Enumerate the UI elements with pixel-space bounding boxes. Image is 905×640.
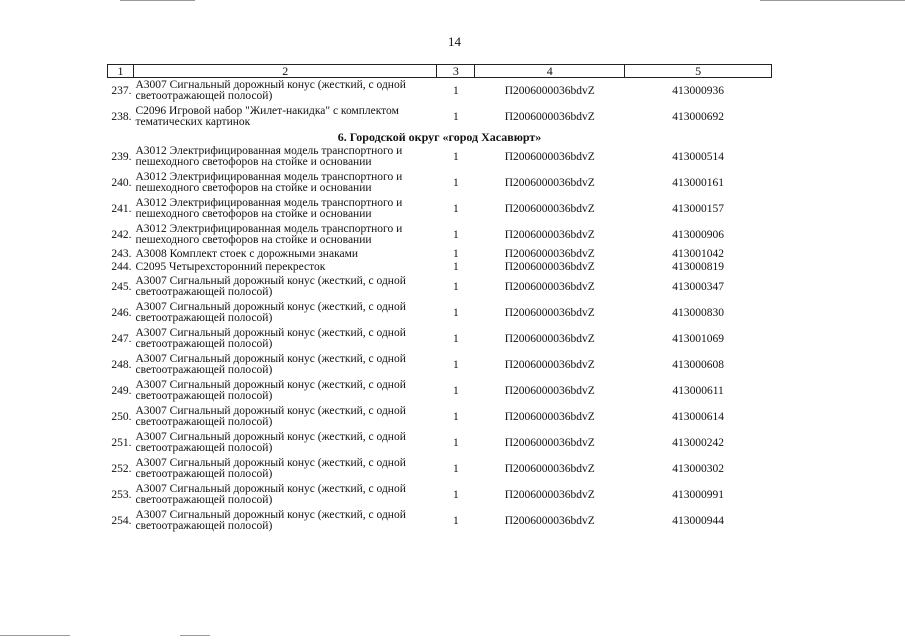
item-name: А3007 Сигнальный дорожный конус (жесткий, с одной светоотражающей полосой) [135, 405, 406, 428]
item-quantity: 1 [453, 202, 459, 215]
item-name: А3007 Сигнальный дорожный конус (жесткий, с одной светоотражающей полосой) [135, 353, 406, 376]
row-number: 243. [111, 248, 132, 260]
row-number: 252. [111, 462, 132, 475]
table-row [108, 456, 772, 482]
inventory-number: 413000514 [672, 150, 724, 163]
item-quantity: 1 [453, 436, 459, 449]
item-name: А3007 Сигнальный дорожный конус (жесткий, с одной светоотражающей полосой) [135, 483, 406, 506]
item-quantity: 1 [453, 332, 459, 345]
table-row [108, 104, 772, 130]
inventory-number: 413000819 [672, 261, 724, 273]
item-quantity: 1 [453, 248, 459, 260]
item-name: А3007 Сигнальный дорожный конус (жесткий, с одной светоотражающей полосой) [135, 379, 406, 402]
item-code: П2006000036bdvZ [504, 248, 595, 260]
table-header-row [108, 65, 772, 78]
row-number: 247. [111, 332, 132, 345]
item-quantity: 1 [453, 150, 459, 163]
inventory-number: 413000161 [672, 176, 724, 189]
row-number: 240. [111, 176, 132, 189]
header-cell: 5 [625, 65, 772, 78]
row-number: 238. [111, 110, 132, 123]
table-row [108, 378, 772, 404]
section-heading: 6. Городской округ «город Хасавюрт» [337, 129, 542, 144]
item-code: П2006000036bdvZ [504, 514, 595, 527]
row-number: 244. [111, 261, 132, 273]
table-row [108, 144, 772, 170]
item-code: П2006000036bdvZ [504, 410, 595, 423]
row-number: 237. [111, 84, 132, 97]
item-code: П2006000036bdvZ [504, 110, 595, 123]
item-quantity: 1 [453, 110, 459, 123]
inventory-number: 413000991 [672, 488, 724, 501]
inventory-table [107, 64, 772, 534]
header-cell: 4 [475, 65, 625, 78]
item-name: А3007 Сигнальный дорожный конус (жесткий, с одной светоотражающей полосой) [135, 327, 406, 350]
page-number: 14 [448, 34, 461, 49]
item-code: П2006000036bdvZ [504, 150, 595, 163]
item-name: А3007 Сигнальный дорожный конус (жесткий, с одной светоотражающей полосой) [135, 301, 406, 324]
inventory-number: 413000302 [672, 462, 724, 475]
row-number: 246. [111, 306, 132, 319]
table-row [108, 78, 772, 105]
inventory-number: 413000830 [672, 306, 724, 319]
item-name: А3007 Сигнальный дорожный конус (жесткий, с одной светоотражающей полосой) [135, 431, 406, 454]
inventory-number: 413000936 [672, 84, 724, 97]
inventory-number: 413000242 [672, 436, 724, 449]
table-row [108, 430, 772, 456]
item-quantity: 1 [453, 84, 459, 97]
item-quantity: 1 [453, 514, 459, 527]
table-row [108, 508, 772, 534]
inventory-number: 413000614 [672, 410, 724, 423]
table-row [108, 300, 772, 326]
row-number: 241. [111, 202, 132, 215]
table-row [108, 196, 772, 222]
item-name: А3007 Сигнальный дорожный конус (жесткий, с одной светоотражающей полосой) [135, 79, 406, 102]
header-cell: 2 [133, 65, 436, 78]
table-row [108, 352, 772, 378]
item-code: П2006000036bdvZ [504, 176, 595, 189]
row-number: 250. [111, 410, 132, 423]
item-code: П2006000036bdvZ [504, 384, 595, 397]
item-quantity: 1 [453, 384, 459, 397]
scan-line-top-left [120, 0, 195, 1]
item-quantity: 1 [453, 261, 459, 273]
item-quantity: 1 [453, 176, 459, 189]
table-row [108, 326, 772, 352]
row-number: 249. [111, 384, 132, 397]
item-name: А3008 Комплект стоек с дорожными знаками [135, 248, 359, 260]
header-cell: 1 [108, 65, 134, 78]
inventory-number: 413000157 [672, 202, 724, 215]
item-code: П2006000036bdvZ [504, 462, 595, 475]
row-number: 239. [111, 150, 132, 163]
header-cell: 3 [437, 65, 475, 78]
item-quantity: 1 [453, 462, 459, 475]
item-name: А3012 Электрифицированная модель транспортного и пешеходного светофоров на стойке и основании [135, 145, 403, 168]
item-name: А3012 Электрифицированная модель транспортного и пешеходного светофоров на стойке и основании [135, 171, 403, 194]
item-code: П2006000036bdvZ [504, 280, 595, 293]
item-name: А3007 Сигнальный дорожный конус (жесткий, с одной светоотражающей полосой) [135, 457, 406, 480]
item-code: П2006000036bdvZ [504, 84, 595, 97]
scan-line-bottom-left [0, 635, 70, 636]
item-name: С2095 Четырехсторонний перекресток [135, 261, 326, 273]
row-number: 248. [111, 358, 132, 371]
row-number: 245. [111, 280, 132, 293]
inventory-number: 413001069 [672, 332, 724, 345]
inventory-number: 413000906 [672, 228, 724, 241]
item-quantity: 1 [453, 410, 459, 423]
item-name: А3007 Сигнальный дорожный конус (жесткий, с одной светоотражающей полосой) [135, 275, 406, 298]
item-code: П2006000036bdvZ [504, 202, 595, 215]
item-name: А3012 Электрифицированная модель транспортного и пешеходного светофоров на стойке и основании [135, 223, 403, 246]
scan-line-top-right [760, 0, 905, 1]
item-name: С2096 Игровой набор "Жилет-накидка" с комплектом тематических картинок [135, 105, 399, 128]
item-code: П2006000036bdvZ [504, 488, 595, 501]
table-row [108, 261, 772, 274]
inventory-number: 413000347 [672, 280, 724, 293]
inventory-number: 413000611 [672, 384, 724, 397]
inventory-number: 413000944 [672, 514, 724, 527]
table-row [108, 170, 772, 196]
scan-line-bottom-mid [180, 635, 210, 636]
inventory-number: 413000608 [672, 358, 724, 371]
item-quantity: 1 [453, 488, 459, 501]
row-number: 251. [111, 436, 132, 449]
inventory-number: 413000692 [672, 110, 724, 123]
table-row [108, 274, 772, 300]
table-row [108, 482, 772, 508]
row-number: 242. [111, 228, 132, 241]
item-code: П2006000036bdvZ [504, 436, 595, 449]
row-number: 253. [111, 488, 132, 501]
item-quantity: 1 [453, 358, 459, 371]
row-number: 254. [111, 514, 132, 527]
item-code: П2006000036bdvZ [504, 228, 595, 241]
item-code: П2006000036bdvZ [504, 306, 595, 319]
item-code: П2006000036bdvZ [504, 261, 595, 273]
table-row [108, 222, 772, 248]
item-code: П2006000036bdvZ [504, 332, 595, 345]
item-name: А3012 Электрифицированная модель транспортного и пешеходного светофоров на стойке и основании [135, 197, 403, 220]
item-quantity: 1 [453, 228, 459, 241]
item-code: П2006000036bdvZ [504, 358, 595, 371]
section-heading-row [108, 130, 772, 144]
item-name: А3007 Сигнальный дорожный конус (жесткий, с одной светоотражающей полосой) [135, 509, 406, 532]
table-row [108, 404, 772, 430]
table-row [108, 248, 772, 261]
item-quantity: 1 [453, 306, 459, 319]
item-quantity: 1 [453, 280, 459, 293]
inventory-number: 413001042 [672, 248, 724, 260]
